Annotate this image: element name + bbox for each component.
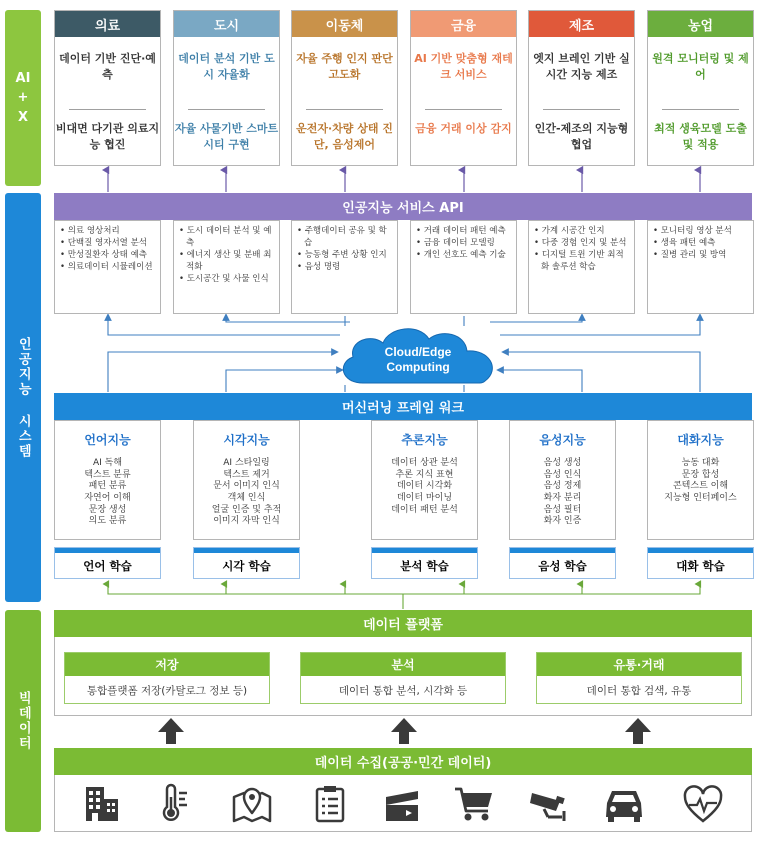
api-item: • 모니터링 영상 분석 — [653, 225, 750, 237]
ml-item: 패턴 분류 — [88, 481, 127, 492]
sector-box — [54, 10, 161, 166]
sector-text-secondary: 비대면 다기관 의료지능 협진 — [55, 122, 160, 151]
api-item: • 에너지 생산 및 분배 최적화 — [179, 249, 276, 273]
cctv-icon — [526, 783, 570, 825]
map-pin-icon — [230, 783, 274, 825]
sector-divider — [69, 109, 146, 110]
ml-box — [647, 420, 754, 540]
ml-item: 텍스트 분류 — [84, 469, 131, 480]
ml-item: 음성 인식 — [543, 469, 582, 480]
ml-item: 문장 합성 — [681, 469, 720, 480]
ml-box-title: 음성지능 — [539, 433, 586, 447]
api-item: • 단백질 영자서열 분석 — [60, 237, 157, 249]
sector-box — [647, 10, 754, 166]
ml-item: 데이터 마이닝 — [396, 493, 453, 504]
sector-text-primary: 원격 모니터링 및 제어 — [652, 52, 749, 81]
ml-item: 음성 정제 — [543, 481, 582, 492]
api-item: • 개인 선호도 예측 기술 — [416, 249, 513, 261]
building-icon — [80, 783, 124, 825]
sector-divider — [543, 109, 620, 110]
learning-label: 대화 학습 — [676, 559, 725, 573]
learning-strip — [648, 548, 753, 553]
learning-label: 언어 학습 — [83, 559, 132, 573]
data-platform-bar: 데이터 플랫폼 — [54, 610, 752, 637]
learning-box — [193, 547, 300, 579]
cloud-computing-icon — [333, 323, 503, 387]
api-box — [410, 220, 517, 314]
ml-item: 지능형 인터페이스 — [664, 493, 737, 504]
clipboard-icon — [308, 783, 352, 825]
sector-text-primary: 자율 주행 인지 판단 고도화 — [296, 52, 393, 81]
api-item: • 도시 데이터 분석 및 예측 — [179, 225, 276, 249]
sector-text-secondary: 운전자·차량 상태 진단, 음성제어 — [296, 122, 393, 151]
cloud-line2: Computing — [386, 360, 450, 374]
ml-framework-bar: 머신러닝 프레임 워크 — [54, 393, 752, 420]
ml-item: 음성 생성 — [543, 458, 582, 468]
car-icon — [602, 783, 646, 825]
ml-item: 추론 지식 표현 — [395, 469, 454, 480]
ml-item: 의도 분류 — [88, 516, 127, 527]
ml-item: 자연어 이해 — [84, 493, 131, 504]
data-platform-box-desc: 통합플랫폼 저장(카탈로그 정보 등) — [86, 685, 248, 697]
sector-divider — [188, 109, 265, 110]
api-box — [647, 220, 754, 314]
data-platform-box — [300, 652, 506, 704]
sector-text-secondary: 자율 사물기반 스마트시티 구현 — [174, 122, 279, 151]
learning-box — [371, 547, 478, 579]
sector-text-secondary: 금융 거래 이상 감지 — [415, 122, 512, 135]
api-item: • 의료데이터 시뮬레이션 — [60, 261, 157, 273]
sector-title: 금융 — [411, 11, 516, 37]
heart-pulse-icon — [681, 783, 725, 825]
data-platform-box-title: 분석 — [301, 653, 505, 676]
video-icon — [380, 783, 424, 825]
api-item: • 질병 관리 및 방역 — [653, 249, 750, 261]
api-item: • 능동형 주변 상황 인지 — [297, 249, 394, 261]
side-label-ai-system: 인공지능 시스템 — [5, 193, 41, 602]
ml-box-title: 추론지능 — [401, 433, 448, 447]
ml-item: 문장 생성 — [88, 504, 127, 515]
ml-box — [371, 420, 478, 540]
sector-divider — [662, 109, 739, 110]
api-bar: 인공지능 서비스 API — [54, 193, 752, 220]
ml-item: 문서 이미지 인식 — [213, 481, 280, 492]
ml-item: 객체 인식 — [227, 493, 266, 504]
learning-label: 시각 학습 — [222, 559, 271, 573]
up-arrow-icon — [389, 716, 419, 746]
api-item: • 음성 명령 — [297, 261, 394, 273]
api-box — [291, 220, 398, 314]
api-box — [54, 220, 161, 314]
data-platform-box-desc: 데이터 통합 검색, 유통 — [586, 685, 692, 697]
data-collection-bar: 데이터 수집(공공·민간 데이터) — [54, 748, 752, 775]
sector-title: 이동체 — [292, 11, 397, 37]
ml-box — [54, 420, 161, 540]
ml-box — [509, 420, 616, 540]
ml-box-title: 시각지능 — [223, 433, 270, 447]
sector-text-primary: 데이터 분석 기반 도시 자율화 — [178, 52, 275, 81]
sector-text-primary: AI 기반 맞춤형 재테크 서비스 — [414, 52, 513, 81]
learning-strip — [55, 548, 160, 553]
sector-box — [173, 10, 280, 166]
sector-divider — [306, 109, 383, 110]
sector-text-primary: 데이터 기반 진단·예측 — [59, 52, 156, 81]
ml-item: AI 독해 — [92, 458, 123, 468]
api-item: • 만성질환자 상태 예측 — [60, 249, 157, 261]
sector-box — [528, 10, 635, 166]
ml-item: 이미지 자막 인식 — [213, 516, 280, 527]
api-item: • 금융 데이터 모델링 — [416, 237, 513, 249]
api-item: • 도시공간 및 사물 인식 — [179, 273, 276, 285]
learning-label: 음성 학습 — [538, 559, 587, 573]
thermometer-icon — [153, 783, 197, 825]
sector-title: 제조 — [529, 11, 634, 37]
api-item: • 가계 시공간 인지 — [534, 225, 631, 237]
ml-item: 화자 분리 — [543, 493, 582, 504]
api-box — [528, 220, 635, 314]
data-platform-box-title: 저장 — [65, 653, 269, 676]
ml-item: 화자 인증 — [543, 516, 582, 527]
ml-item: 데이터 상관 분석 — [391, 458, 458, 468]
sector-text-primary: 엣지 브레인 기반 실시간 지능 제조 — [533, 52, 630, 81]
learning-label: 분석 학습 — [400, 559, 449, 573]
ml-item: 텍스트 제거 — [223, 469, 270, 480]
ml-box-title: 언어지능 — [84, 433, 131, 447]
api-item: • 다중 경험 인지 및 분석 — [534, 237, 631, 249]
learning-box — [509, 547, 616, 579]
sector-box — [291, 10, 398, 166]
ml-item: 능동 대화 — [681, 458, 720, 468]
api-box — [173, 220, 280, 314]
ml-item: AI 스타일링 — [223, 458, 270, 468]
sector-box — [410, 10, 517, 166]
ml-item: 음성 필터 — [543, 504, 582, 515]
ml-item: 얼굴 인증 및 추적 — [211, 504, 282, 515]
learning-box — [54, 547, 161, 579]
ml-box — [193, 420, 300, 540]
sector-text-secondary: 인간-제조의 지능형 협업 — [534, 122, 629, 151]
sector-text-secondary: 최적 생육모델 도출 및 적용 — [654, 122, 747, 151]
api-item: • 거래 데이터 패턴 예측 — [416, 225, 513, 237]
api-item: • 주행데이터 공유 및 학습 — [297, 225, 394, 249]
sector-title: 의료 — [55, 11, 160, 37]
api-item: • 의료 영상처리 — [60, 225, 157, 237]
ml-item: 데이터 시각화 — [396, 481, 453, 492]
ml-box-title: 대화지능 — [677, 433, 724, 447]
up-arrow-icon — [156, 716, 186, 746]
learning-strip — [372, 548, 477, 553]
learning-box — [647, 547, 754, 579]
cart-icon — [452, 783, 496, 825]
sector-title: 농업 — [648, 11, 753, 37]
data-platform-box-desc: 데이터 통합 분석, 시각화 등 — [338, 685, 468, 697]
learning-strip — [194, 548, 299, 553]
data-platform-box — [64, 652, 270, 704]
side-label-big-data: 빅데이터 — [5, 610, 41, 832]
sector-divider — [425, 109, 502, 110]
api-item: • 디지털 트윈 기반 최적화 솔루션 학습 — [534, 249, 631, 273]
learning-strip — [510, 548, 615, 553]
side-label-ai-x: AI + X — [5, 10, 41, 186]
ml-item: 데이터 패턴 분석 — [391, 504, 458, 515]
cloud-line1: Cloud/Edge — [384, 345, 452, 359]
data-platform-box-title: 유통·거래 — [537, 653, 741, 676]
up-arrow-icon — [623, 716, 653, 746]
data-platform-box — [536, 652, 742, 704]
sector-title: 도시 — [174, 11, 279, 37]
ml-item: 콘텍스트 이해 — [672, 481, 729, 492]
api-item: • 생육 패턴 예측 — [653, 237, 750, 249]
